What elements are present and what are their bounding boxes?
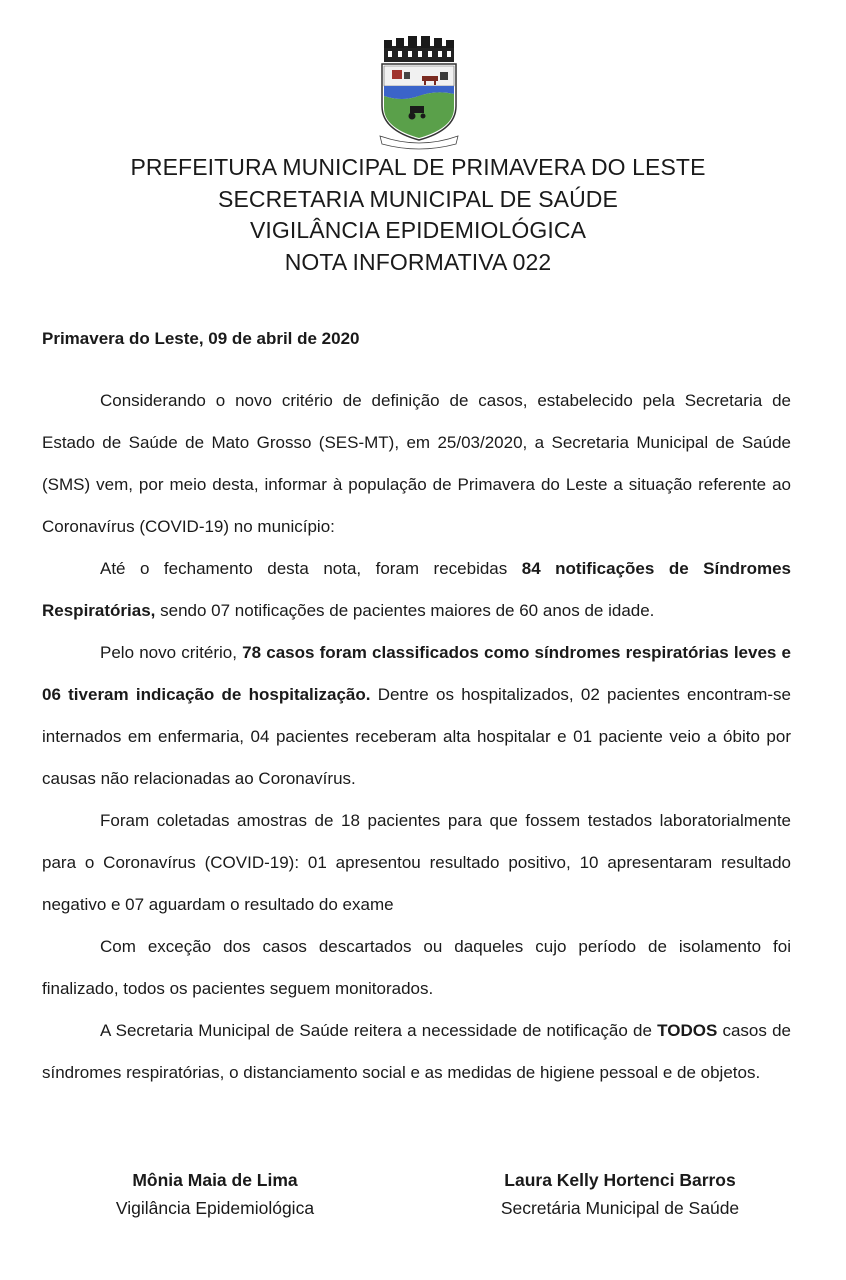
paragraph-text: A Secretaria Municipal de Saúde reitera a necessidade de notificação de: [100, 1021, 658, 1040]
paragraph-notifications: [42, 548, 791, 632]
paragraph-text: Até o fechamento desta nota, foram recebidas: [100, 559, 522, 578]
document-header: [0, 152, 836, 278]
paragraph-samples: Foram coletadas amostras de 18 pacientes para que fossem testados laboratorialmente para o Coronavírus (COVID-19): 01 apresentou resultado positivo, 10 apresentaram resultado negativo e 07 aguardam o resultado do exame: [42, 811, 791, 914]
header-municipality: PREFEITURA MUNICIPAL DE PRIMAVERA DO LESTE: [130, 154, 706, 180]
paragraph-text: casos de síndromes respiratórias, o distanciamento social e as medidas de higiene pessoal e de objetos.: [42, 1021, 791, 1082]
paragraph-emphasis: 84 notificações de Síndromes Respiratórias,: [42, 559, 791, 620]
municipal-coat-of-arms-icon: [376, 36, 462, 150]
note-body: [42, 380, 791, 1094]
paragraph-monitoring: Com exceção dos casos descartados ou daqueles cujo período de isolamento foi finalizado, todos os pacientes seguem monitorados.: [42, 937, 791, 998]
signatory-role: Vigilância Epidemiológica: [115, 1198, 315, 1218]
header-secretariat: SECRETARIA MUNICIPAL DE SAÚDE: [218, 185, 618, 212]
paragraph-criteria: Considerando o novo critério de definição de casos, estabelecido pela Secretaria de Estado de Saúde de Mato Grosso (SES-MT), em 25/03/2020, a Secretaria Municipal de Saúde (SMS) vem, por meio desta, informar à população de Primavera do Leste a situação referente ao Coronavírus (COVID-19) no município:: [42, 391, 791, 536]
date-line: Primavera do Leste, 09 de abril de 2020: [42, 329, 360, 348]
paragraph-text: sendo 07 notificações de pacientes maiores de 60 anos de idade.: [155, 601, 655, 620]
signature-block: [0, 1166, 846, 1226]
header-department: VIGILÂNCIA EPIDEMIOLÓGICA: [249, 217, 587, 243]
header-note-number: NOTA INFORMATIVA 022: [284, 248, 552, 275]
paragraph-recommendations: [42, 1010, 791, 1094]
paragraph-text: Dentre os hospitalizados, 02 pacientes encontram-se internados em enfermaria, 04 pacientes receberam alta hospitalar e 01 paciente veio a óbito por causas não relacionadas ao Coronavírus.: [42, 685, 791, 788]
paragraph-text: Pelo novo critério,: [100, 643, 243, 662]
signatory-name: Laura Kelly Hortenci Barros: [504, 1170, 736, 1190]
signature-right: [470, 1166, 770, 1222]
paragraph-emphasis: TODOS: [657, 1021, 718, 1040]
paragraph-emphasis: 78 casos foram classificados como síndromes respiratórias leves e 06 tiveram indicação de hospitalização.: [42, 643, 791, 704]
signatory-name: Mônia Maia de Lima: [132, 1170, 298, 1190]
paragraph-classification: [42, 632, 791, 800]
signatory-role: Secretária Municipal de Saúde: [500, 1198, 740, 1218]
signature-left: [90, 1166, 340, 1222]
